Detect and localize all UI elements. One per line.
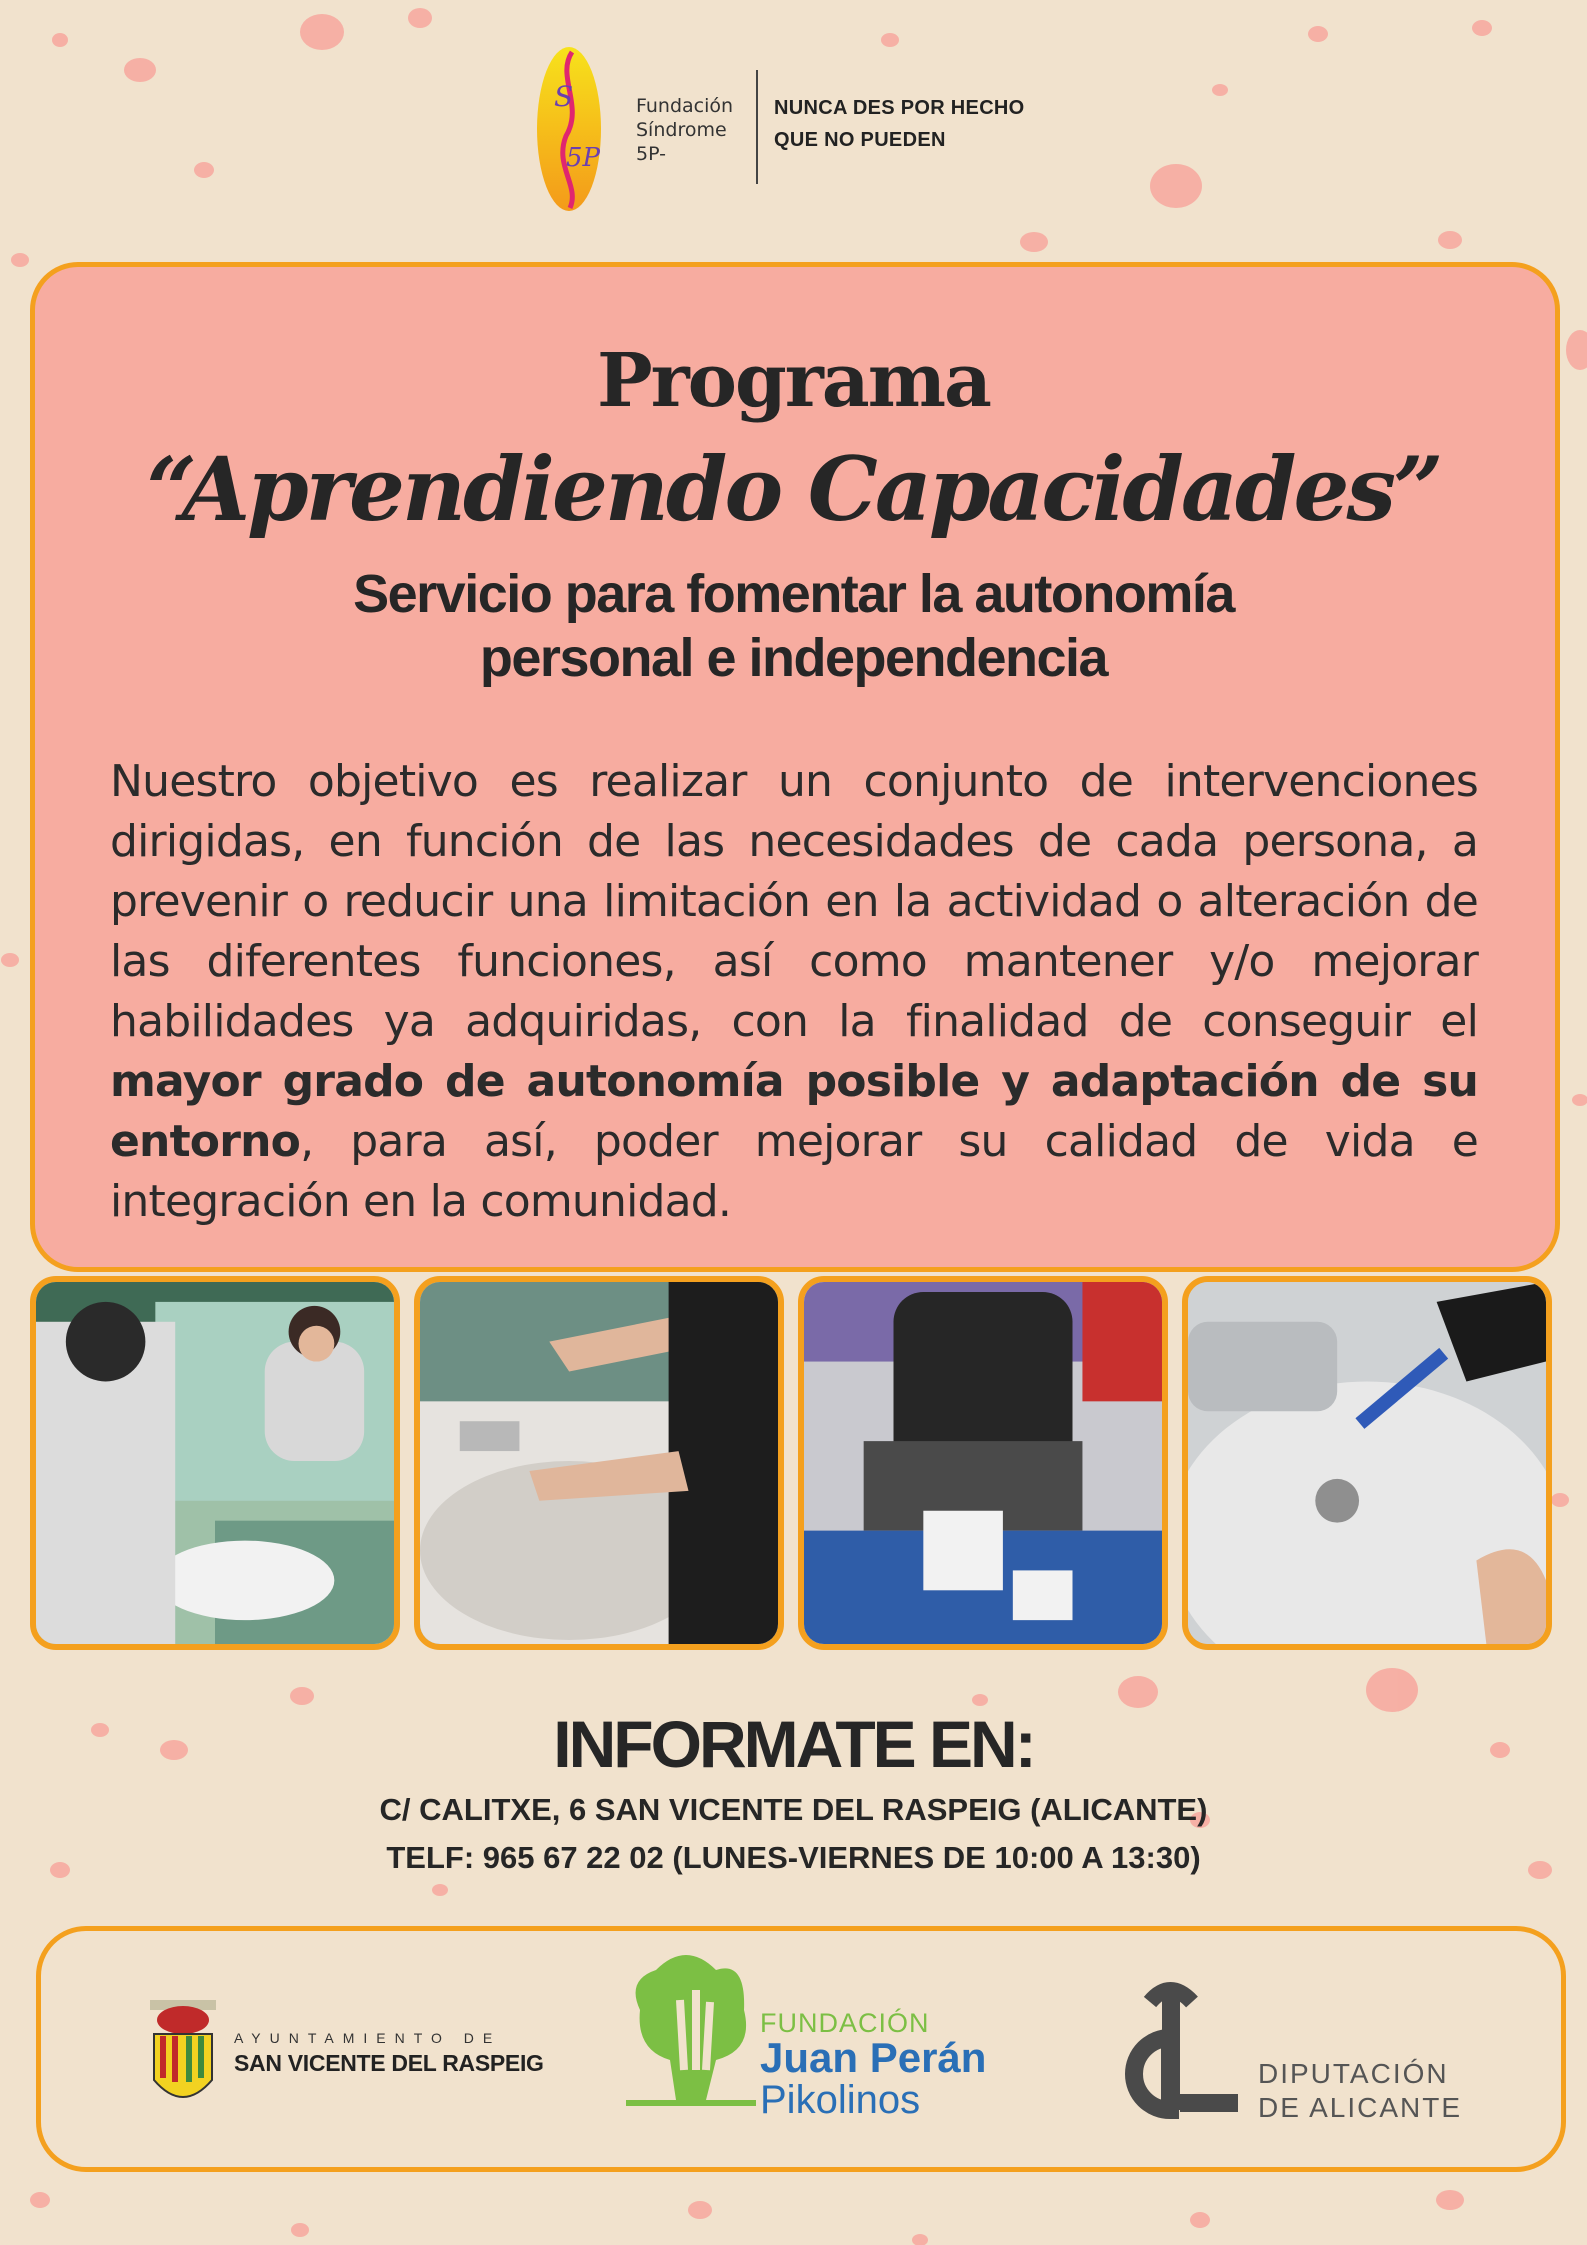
juan-peran-brand: Pikolinos [760, 2078, 921, 2122]
header [0, 40, 1587, 220]
juan-peran-tree-icon [626, 1950, 756, 2118]
diputacion-line2: DE ALICANTE [1258, 2092, 1463, 2123]
header-divider [756, 70, 758, 184]
photo-mirror-bathroom [30, 1276, 400, 1650]
info-title: INFORMATE EN: [553, 1707, 1034, 1781]
program-description [110, 752, 1478, 1232]
address: C/ CALITXE, 6 SAN VICENTE DEL RASPEIG (ALICANTE) [379, 1792, 1208, 1827]
program-name: “Aprendiendo Capacidades” [146, 437, 1441, 541]
ayuntamiento-name: SAN VICENTE DEL RASPEIG [234, 2050, 544, 2076]
description-highlight: mayor grado de autonomía posible y adaptación de su entorno [110, 1056, 1478, 1167]
slogan-line1: NUNCA DES POR HECHO [774, 97, 1025, 119]
diputacion-logo-icon [1110, 1978, 1242, 2120]
photo-seated-activity [798, 1276, 1168, 1650]
svg-text:5P: 5P [566, 143, 601, 173]
diputacion-line1: DIPUTACIÓN [1258, 2058, 1449, 2089]
fundacion-5p-logo [536, 46, 602, 212]
subtitle-line1: Servicio para fomentar la autonomía [353, 564, 1234, 624]
slogan [774, 92, 1025, 156]
svg-text:S: S [554, 80, 574, 113]
photo-hand-washing [414, 1276, 784, 1650]
subtitle-line2: personal e independencia [479, 628, 1108, 688]
phone: TELF: 965 67 22 02 (LUNES-VIERNES DE 10:00 A 13:30) [386, 1840, 1201, 1875]
juan-peran-name: Juan Perán [760, 2034, 987, 2081]
slogan-line2: QUE NO PUEDEN [774, 129, 946, 151]
foundation-name [636, 94, 733, 166]
program-subtitle [0, 562, 1587, 690]
foundation-name-line1: Fundación [636, 95, 734, 117]
foundation-name-line3: 5P- [636, 143, 666, 165]
foundation-name-line2: Síndrome [636, 119, 727, 141]
ayuntamiento-shield-icon [146, 1990, 220, 2114]
program-title: Programa [597, 338, 990, 424]
photo-toothbrush-sink [1182, 1276, 1552, 1650]
juan-peran-label: FUNDACIÓN [760, 2008, 930, 2038]
ayuntamiento-label: AYUNTAMIENTO DE [234, 2030, 502, 2046]
description-part1: Nuestro objetivo es realizar un conjunto de intervenciones dirigidas, en función de las necesidades de cada persona, a prevenir o reducir una limitación en la actividad o alteración de las diferentes funciones, así como mantener y/o mejorar habilidades ya adquiridas, con la finalidad de conseguir el [110, 756, 1478, 1047]
description-part2: , para así, poder mejorar su calidad de vida e integración en la comunidad. [110, 1116, 1478, 1227]
